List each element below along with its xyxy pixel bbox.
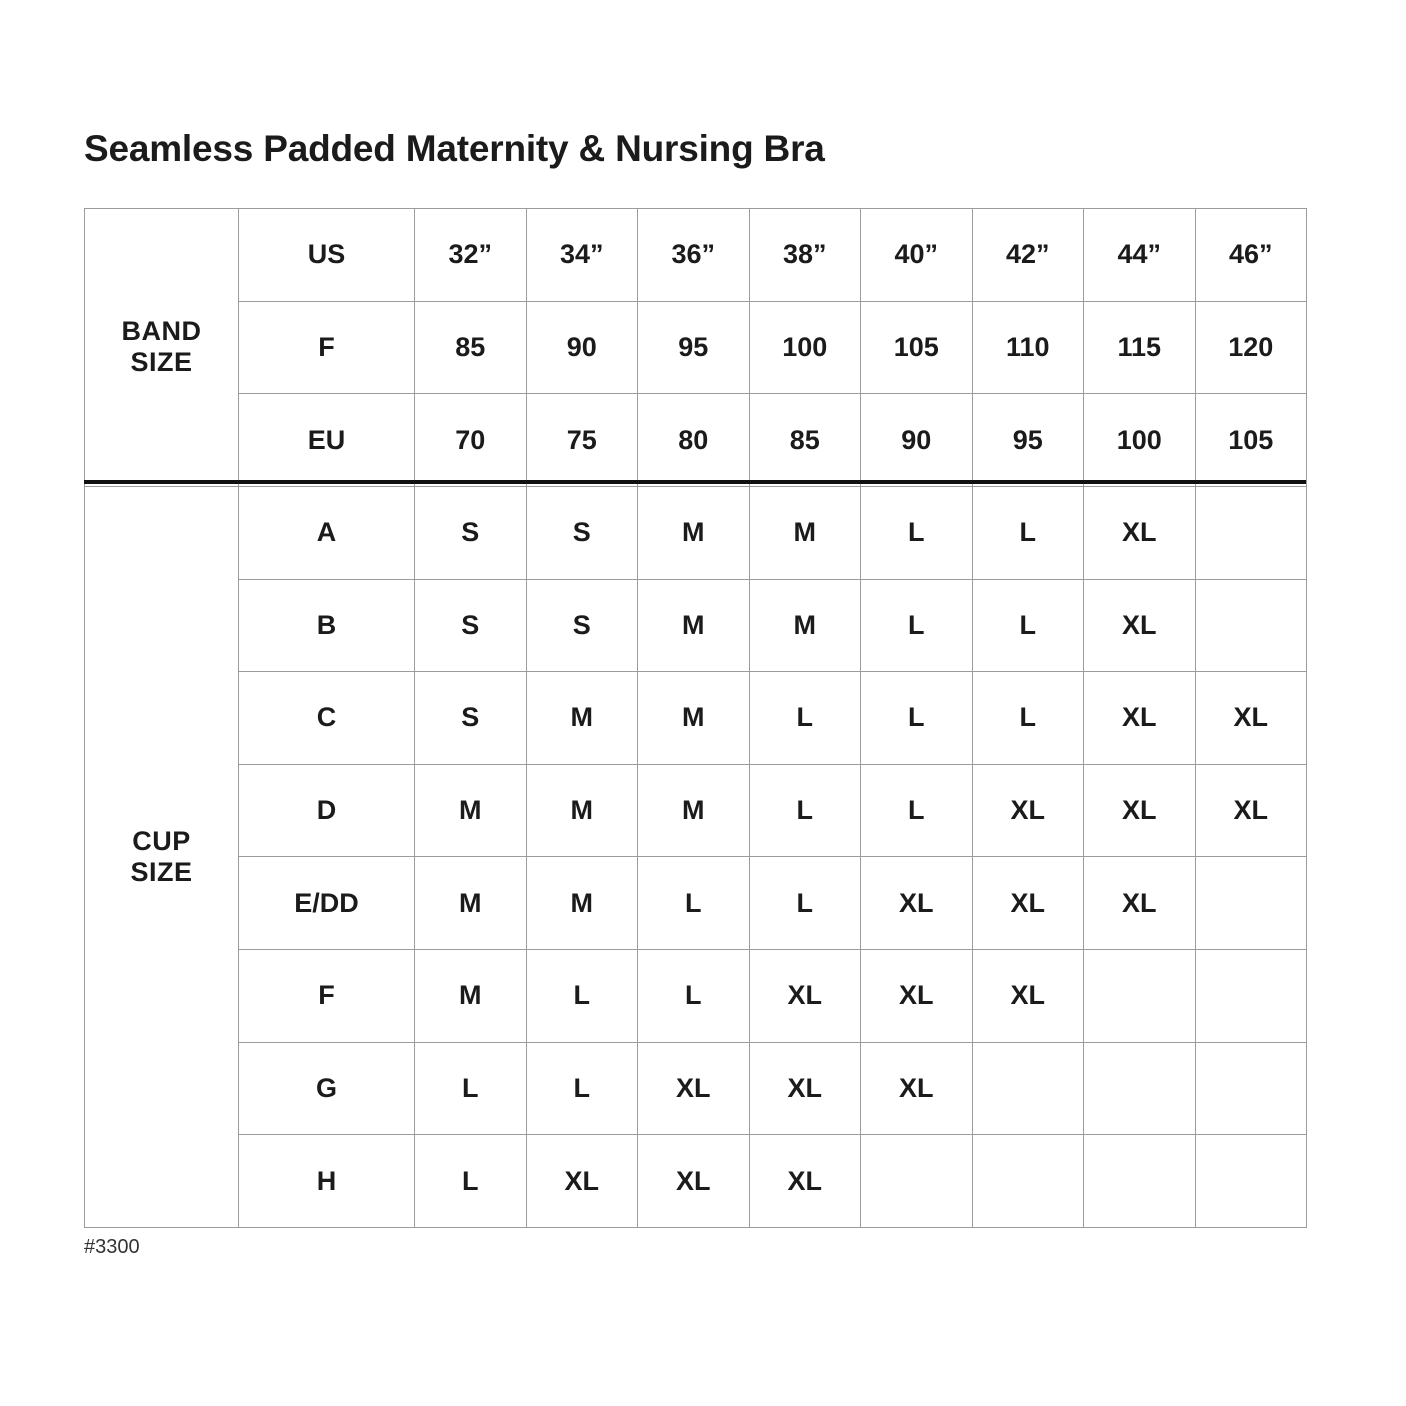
table-top-rule — [84, 208, 1306, 209]
cup-cell-f-1: L — [526, 950, 638, 1043]
cup-cell-f-4: XL — [861, 950, 973, 1043]
cup-cell-b-1: S — [526, 579, 638, 672]
band-row-label-eu: EU — [239, 394, 415, 487]
band-cell-us-7: 46” — [1195, 209, 1307, 302]
cup-cell-h-5 — [972, 1135, 1084, 1228]
cup-cell-c-5: L — [972, 672, 1084, 765]
cup-cell-e-dd-5: XL — [972, 857, 1084, 950]
cup-cell-a-7 — [1195, 486, 1307, 579]
cup-cell-d-5: XL — [972, 764, 1084, 857]
size-table-body — [85, 209, 1307, 1228]
cup-cell-a-4: L — [861, 486, 973, 579]
cup-cell-b-2: M — [638, 579, 750, 672]
cup-cell-g-3: XL — [749, 1042, 861, 1135]
cup-cell-f-6 — [1084, 950, 1196, 1043]
table-row — [85, 301, 1307, 394]
size-table — [84, 208, 1307, 1228]
table-row — [85, 394, 1307, 487]
cup-cell-a-3: M — [749, 486, 861, 579]
band-cell-eu-0: 70 — [415, 394, 527, 487]
cup-cell-h-6 — [1084, 1135, 1196, 1228]
cup-cell-g-7 — [1195, 1042, 1307, 1135]
band-cell-f-6: 115 — [1084, 301, 1196, 394]
size-chart — [84, 208, 1306, 1228]
table-row — [85, 209, 1307, 302]
table-row — [85, 1042, 1307, 1135]
table-row — [85, 857, 1307, 950]
cup-cell-g-6 — [1084, 1042, 1196, 1135]
cup-cell-d-7: XL — [1195, 764, 1307, 857]
band-cell-f-7: 120 — [1195, 301, 1307, 394]
cup-cell-a-5: L — [972, 486, 1084, 579]
cup-cell-f-0: M — [415, 950, 527, 1043]
table-row — [85, 764, 1307, 857]
band-cell-f-2: 95 — [638, 301, 750, 394]
cup-cell-d-6: XL — [1084, 764, 1196, 857]
cup-cell-d-4: L — [861, 764, 973, 857]
cup-cell-h-4 — [861, 1135, 973, 1228]
cup-cell-g-2: XL — [638, 1042, 750, 1135]
cup-cell-d-2: M — [638, 764, 750, 857]
band-cell-us-2: 36” — [638, 209, 750, 302]
cup-cell-d-1: M — [526, 764, 638, 857]
table-row — [85, 950, 1307, 1043]
band-cell-us-4: 40” — [861, 209, 973, 302]
cup-cell-f-5: XL — [972, 950, 1084, 1043]
style-number: #3300 — [84, 1236, 140, 1258]
cup-cell-b-7 — [1195, 579, 1307, 672]
cup-cell-g-4: XL — [861, 1042, 973, 1135]
cup-cell-c-6: XL — [1084, 672, 1196, 765]
band-cell-f-3: 100 — [749, 301, 861, 394]
cup-cell-c-1: M — [526, 672, 638, 765]
band-cell-us-6: 44” — [1084, 209, 1196, 302]
cup-cell-a-2: M — [638, 486, 750, 579]
band-cell-eu-6: 100 — [1084, 394, 1196, 487]
cup-cell-g-1: L — [526, 1042, 638, 1135]
band-cell-us-3: 38” — [749, 209, 861, 302]
cup-cell-a-1: S — [526, 486, 638, 579]
cup-row-label-h: H — [239, 1135, 415, 1228]
cup-row-label-c: C — [239, 672, 415, 765]
cup-row-label-d: D — [239, 764, 415, 857]
band-cell-f-4: 105 — [861, 301, 973, 394]
band-cell-f-1: 90 — [526, 301, 638, 394]
cup-cell-h-2: XL — [638, 1135, 750, 1228]
cup-cell-e-dd-7 — [1195, 857, 1307, 950]
cup-cell-c-3: L — [749, 672, 861, 765]
cup-row-label-a: A — [239, 486, 415, 579]
band-cell-eu-1: 75 — [526, 394, 638, 487]
band-cup-divider — [84, 480, 1306, 484]
cup-row-label-b: B — [239, 579, 415, 672]
cup-cell-f-7 — [1195, 950, 1307, 1043]
cup-cell-g-5 — [972, 1042, 1084, 1135]
cup-cell-b-3: M — [749, 579, 861, 672]
cup-cell-c-0: S — [415, 672, 527, 765]
band-cell-eu-7: 105 — [1195, 394, 1307, 487]
band-cell-eu-2: 80 — [638, 394, 750, 487]
cup-cell-e-dd-2: L — [638, 857, 750, 950]
cup-cell-c-2: M — [638, 672, 750, 765]
band-row-label-us: US — [239, 209, 415, 302]
cup-cell-h-3: XL — [749, 1135, 861, 1228]
band-cell-us-0: 32” — [415, 209, 527, 302]
band-cell-eu-4: 90 — [861, 394, 973, 487]
band-size-group-label: BAND SIZE — [85, 209, 239, 487]
cup-cell-e-dd-6: XL — [1084, 857, 1196, 950]
cup-cell-b-6: XL — [1084, 579, 1196, 672]
cup-row-label-g: G — [239, 1042, 415, 1135]
table-row — [85, 672, 1307, 765]
cup-cell-b-0: S — [415, 579, 527, 672]
table-bottom-rule — [84, 1227, 1306, 1228]
cup-cell-c-4: L — [861, 672, 973, 765]
cup-cell-g-0: L — [415, 1042, 527, 1135]
cup-row-label-e-dd: E/DD — [239, 857, 415, 950]
cup-cell-b-5: L — [972, 579, 1084, 672]
cup-cell-h-0: L — [415, 1135, 527, 1228]
cup-cell-e-dd-4: XL — [861, 857, 973, 950]
band-row-label-f: F — [239, 301, 415, 394]
cup-row-label-f: F — [239, 950, 415, 1043]
table-row — [85, 1135, 1307, 1228]
table-row — [85, 486, 1307, 579]
band-cell-f-0: 85 — [415, 301, 527, 394]
band-cell-eu-3: 85 — [749, 394, 861, 487]
cup-cell-c-7: XL — [1195, 672, 1307, 765]
band-cell-us-5: 42” — [972, 209, 1084, 302]
cup-size-group-label: CUP SIZE — [85, 486, 239, 1227]
cup-cell-e-dd-0: M — [415, 857, 527, 950]
cup-cell-a-0: S — [415, 486, 527, 579]
cup-cell-d-0: M — [415, 764, 527, 857]
page-title: Seamless Padded Maternity & Nursing Bra — [84, 128, 825, 169]
cup-cell-h-1: XL — [526, 1135, 638, 1228]
cup-cell-f-2: L — [638, 950, 750, 1043]
cup-cell-e-dd-3: L — [749, 857, 861, 950]
cup-cell-b-4: L — [861, 579, 973, 672]
cup-cell-d-3: L — [749, 764, 861, 857]
cup-cell-a-6: XL — [1084, 486, 1196, 579]
band-cell-eu-5: 95 — [972, 394, 1084, 487]
cup-cell-f-3: XL — [749, 950, 861, 1043]
cup-cell-e-dd-1: M — [526, 857, 638, 950]
band-cell-f-5: 110 — [972, 301, 1084, 394]
table-row — [85, 579, 1307, 672]
cup-cell-h-7 — [1195, 1135, 1307, 1228]
band-cell-us-1: 34” — [526, 209, 638, 302]
